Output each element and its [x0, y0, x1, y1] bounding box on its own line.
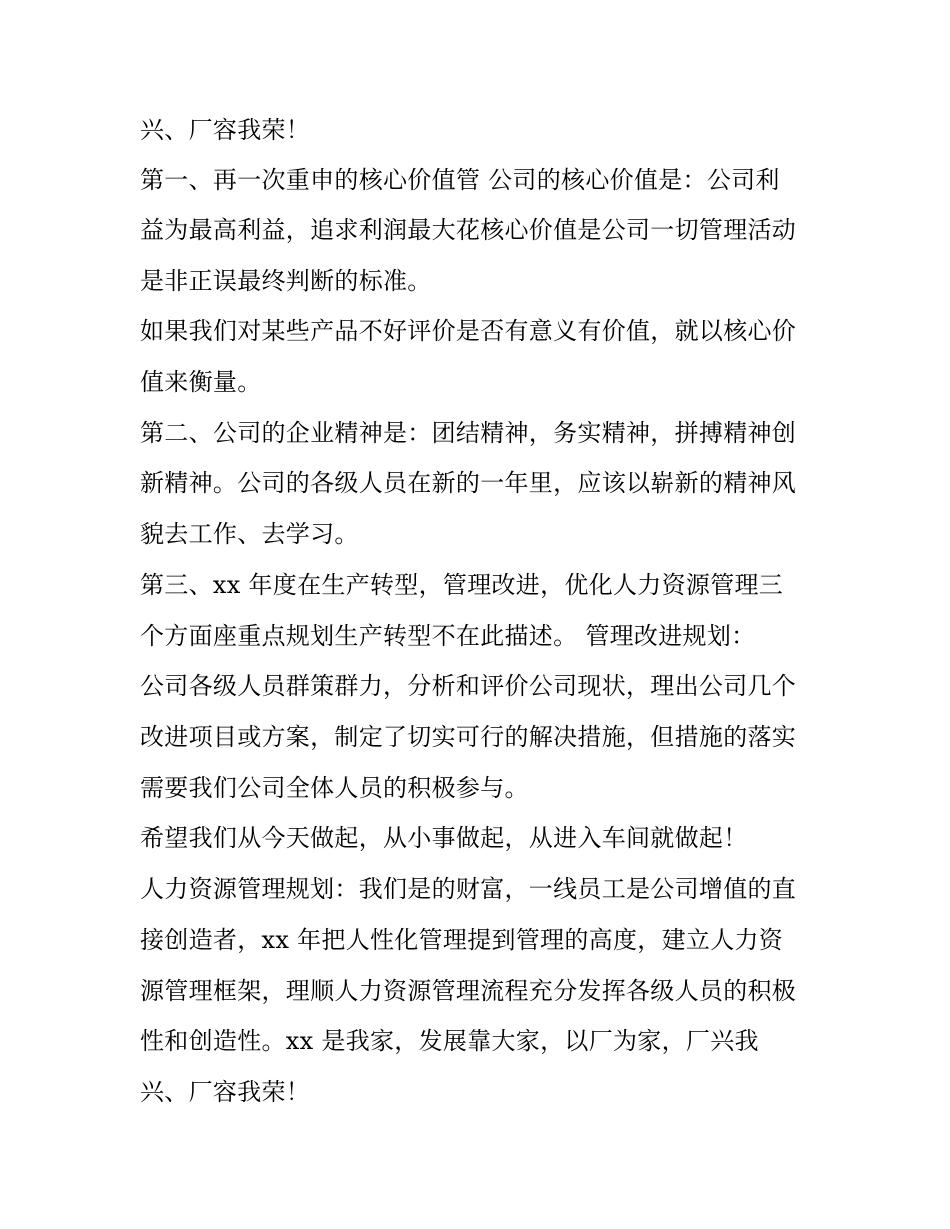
text-line: 人力资源管理规划：我们是的财富，一线员工是公司增值的直: [140, 875, 797, 903]
text-line: 性和创造性。xx 是我家，发展靠大家，以厂为家，厂兴我: [140, 1027, 759, 1055]
text-line: 兴、厂容我荣！: [140, 1078, 311, 1106]
text-line: 新精神。公司的各级人员在新的一年里，应该以崭新的精神风: [140, 469, 797, 497]
text-line: 希望我们从今天做起，从小事做起，从进入车间就做起！: [140, 824, 748, 852]
text-line: 需要我们公司全体人员的积极参与。: [140, 774, 529, 802]
text-line: 兴、厂容我荣！: [140, 116, 311, 144]
text-line: 是非正误最终判断的标准。: [140, 267, 432, 295]
text-line: 个方面座重点规划生产转型不在此描述。 管理改进规划：: [140, 622, 756, 650]
text-line: 第三、xx 年度在生产转型，管理改进，优化人力资源管理三: [140, 571, 784, 599]
text-line: 第二、公司的企业精神是：团结精神，务实精神，拼搏精神创: [140, 419, 797, 447]
text-line: 改进项目或方案，制定了切实可行的解决措施，但措施的落实: [140, 723, 797, 751]
text-line: 第一、再一次重申的核心价值管 公司的核心价值是：公司利: [140, 166, 780, 194]
text-line: 公司各级人员群策群力，分析和评价公司现状，理出公司几个: [140, 672, 797, 700]
text-line: 源管理框架，理顺人力资源管理流程充分发挥各级人员的积极: [140, 977, 797, 1005]
text-line: 貌去工作、去学习。: [140, 520, 359, 548]
text-line: 如果我们对某些产品不好评价是否有意义有价值，就以核心价: [140, 317, 797, 345]
text-line: 接创造者，xx 年把人性化管理提到管理的高度，建立人力资: [140, 926, 784, 954]
text-line: 益为最高利益，追求利润最大花核心价值是公司一切管理活动: [140, 216, 797, 244]
text-line: 值来衡量。: [140, 368, 262, 396]
